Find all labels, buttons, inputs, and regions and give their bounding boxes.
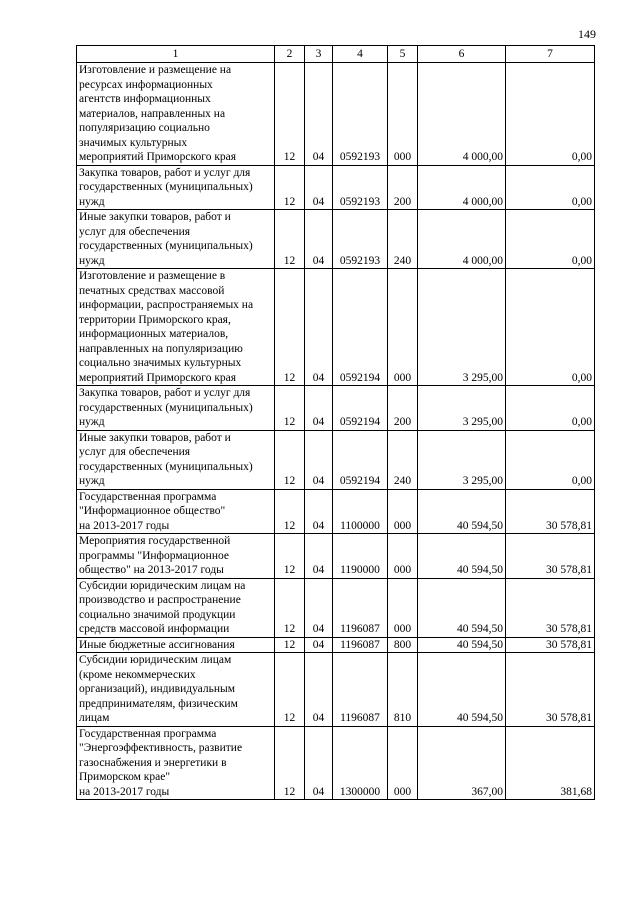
column-header: 6	[418, 46, 506, 63]
target-article-code: 1196087	[333, 637, 388, 653]
subsection-code: 04	[305, 430, 333, 489]
expense-type-code: 000	[388, 534, 418, 579]
expense-type-code: 200	[388, 386, 418, 431]
amount-col7: 30 578,81	[506, 489, 595, 534]
column-header: 1	[77, 46, 275, 63]
section-code: 12	[275, 63, 305, 166]
expense-type-code: 800	[388, 637, 418, 653]
target-article-code: 0592194	[333, 269, 388, 386]
table-row	[77, 726, 595, 800]
amount-col7: 30 578,81	[506, 534, 595, 579]
amount-col7: 30 578,81	[506, 578, 595, 637]
item-name: Закупка товаров, работ и услуг для государственных (муниципальных) нужд	[77, 165, 275, 210]
subsection-code: 04	[305, 386, 333, 431]
section-code: 12	[275, 653, 305, 727]
subsection-code: 04	[305, 534, 333, 579]
section-code: 12	[275, 269, 305, 386]
amount-col6: 367,00	[418, 726, 506, 800]
amount-col6: 3 295,00	[418, 430, 506, 489]
expense-type-code: 200	[388, 165, 418, 210]
target-article-code: 0592193	[333, 63, 388, 166]
target-article-code: 1300000	[333, 726, 388, 800]
column-header: 2	[275, 46, 305, 63]
expense-type-code: 810	[388, 653, 418, 727]
item-name: Иные бюджетные ассигнования	[77, 637, 275, 653]
amount-col6: 40 594,50	[418, 489, 506, 534]
section-code: 12	[275, 534, 305, 579]
subsection-code: 04	[305, 578, 333, 637]
amount-col7: 0,00	[506, 269, 595, 386]
table-row	[77, 430, 595, 489]
expense-type-code: 000	[388, 726, 418, 800]
table-row	[77, 534, 595, 579]
page-number: 149	[578, 27, 596, 41]
target-article-code: 1196087	[333, 653, 388, 727]
table-row	[77, 269, 595, 386]
table-row	[77, 63, 595, 166]
target-article-code: 1100000	[333, 489, 388, 534]
target-article-code: 0592194	[333, 430, 388, 489]
item-name: Изготовление и размещение на ресурсах информационных агентств информационных материалов, направленных на популяризацию социально значимых культурных мероприятий Приморского края	[77, 63, 275, 166]
target-article-code: 0592194	[333, 386, 388, 431]
expense-type-code: 000	[388, 63, 418, 166]
amount-col6: 40 594,50	[418, 534, 506, 579]
section-code: 12	[275, 165, 305, 210]
subsection-code: 04	[305, 489, 333, 534]
subsection-code: 04	[305, 637, 333, 653]
table-row	[77, 578, 595, 637]
column-header: 7	[506, 46, 595, 63]
item-name: Государственная программа "Информационное общество" на 2013-2017 годы	[77, 489, 275, 534]
column-header: 3	[305, 46, 333, 63]
amount-col7: 0,00	[506, 430, 595, 489]
section-code: 12	[275, 430, 305, 489]
target-article-code: 0592193	[333, 210, 388, 269]
amount-col7: 0,00	[506, 386, 595, 431]
subsection-code: 04	[305, 165, 333, 210]
amount-col7: 0,00	[506, 63, 595, 166]
amount-col6: 3 295,00	[418, 386, 506, 431]
section-code: 12	[275, 489, 305, 534]
expense-type-code: 000	[388, 578, 418, 637]
item-name: Закупка товаров, работ и услуг для государственных (муниципальных) нужд	[77, 386, 275, 431]
table-body	[77, 63, 595, 800]
subsection-code: 04	[305, 653, 333, 727]
subsection-code: 04	[305, 269, 333, 386]
expense-type-code: 240	[388, 430, 418, 489]
column-header: 4	[333, 46, 388, 63]
section-code: 12	[275, 726, 305, 800]
amount-col6: 40 594,50	[418, 637, 506, 653]
header-row	[77, 46, 595, 63]
item-name: Иные закупки товаров, работ и услуг для обеспечения государственных (муниципальных) нужд	[77, 430, 275, 489]
expense-type-code: 240	[388, 210, 418, 269]
expense-type-code: 000	[388, 269, 418, 386]
subsection-code: 04	[305, 726, 333, 800]
target-article-code: 1190000	[333, 534, 388, 579]
table-row	[77, 210, 595, 269]
subsection-code: 04	[305, 210, 333, 269]
section-code: 12	[275, 578, 305, 637]
amount-col6: 40 594,50	[418, 578, 506, 637]
amount-col7: 0,00	[506, 165, 595, 210]
amount-col6: 40 594,50	[418, 653, 506, 727]
section-code: 12	[275, 386, 305, 431]
amount-col7: 381,68	[506, 726, 595, 800]
item-name: Изготовление и размещение в печатных средствах массовой информации, распространяемых на территории Приморского края, информационных материалов, направленных на популяризацию социально значимых культурных мероприятий Приморского края	[77, 269, 275, 386]
item-name: Субсидии юридическим лицам (кроме некоммерческих организаций), индивидуальным предпринимателям, физическим лицам	[77, 653, 275, 727]
item-name: Субсидии юридическим лицам на производство и распространение социально значимой продукции средств массовой информации	[77, 578, 275, 637]
subsection-code: 04	[305, 63, 333, 166]
section-code: 12	[275, 637, 305, 653]
budget-table	[76, 45, 595, 800]
table-row	[77, 653, 595, 727]
amount-col6: 3 295,00	[418, 269, 506, 386]
target-article-code: 1196087	[333, 578, 388, 637]
amount-col7: 0,00	[506, 210, 595, 269]
table-row	[77, 489, 595, 534]
item-name: Мероприятия государственной программы "Информационное общество" на 2013-2017 годы	[77, 534, 275, 579]
amount-col6: 4 000,00	[418, 210, 506, 269]
table-row	[77, 386, 595, 431]
item-name: Иные закупки товаров, работ и услуг для обеспечения государственных (муниципальных) нужд	[77, 210, 275, 269]
item-name: Государственная программа "Энергоэффективность, развитие газоснабжения и энергетики в Приморском крае" на 2013-2017 годы	[77, 726, 275, 800]
amount-col7: 30 578,81	[506, 637, 595, 653]
table-row	[77, 637, 595, 653]
column-header: 5	[388, 46, 418, 63]
table-row	[77, 165, 595, 210]
expense-type-code: 000	[388, 489, 418, 534]
section-code: 12	[275, 210, 305, 269]
target-article-code: 0592193	[333, 165, 388, 210]
amount-col6: 4 000,00	[418, 165, 506, 210]
amount-col7: 30 578,81	[506, 653, 595, 727]
amount-col6: 4 000,00	[418, 63, 506, 166]
